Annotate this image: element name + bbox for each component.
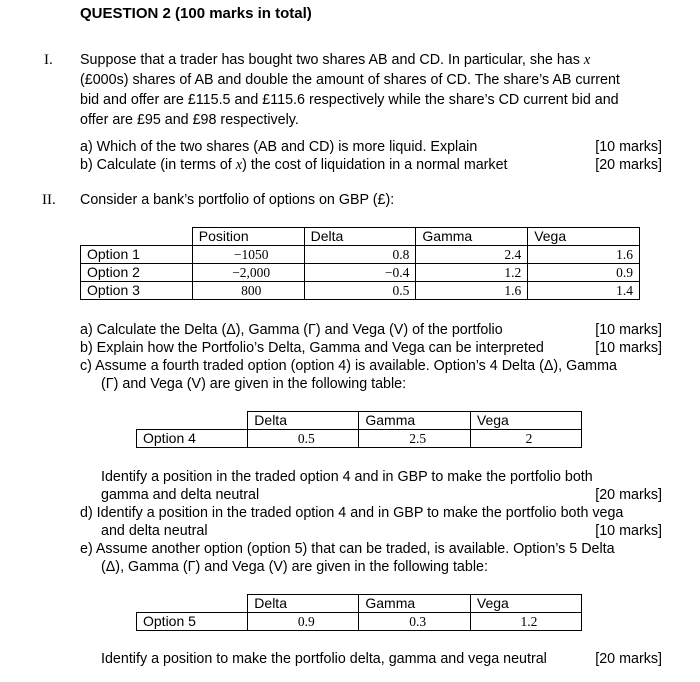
- cell-gamma: 2.5: [359, 430, 471, 448]
- cell-delta: 0.5: [248, 430, 359, 448]
- var-x: x: [583, 52, 591, 68]
- part-1-qb-text: [80, 156, 508, 174]
- table-header-row: [137, 595, 582, 613]
- var-x: x: [235, 157, 243, 173]
- part-1-qa-text: a) Which of the two shares (AB and CD) is more liquid. Explain: [80, 139, 478, 155]
- table-corner: [137, 412, 248, 430]
- header-position: Position: [192, 228, 304, 246]
- part-2-intro: Consider a bank’s portfolio of options on GBP (£):: [80, 192, 395, 208]
- part-1-qb-pre: b) Calculate (in terms of: [80, 157, 236, 173]
- cell-position: −1050: [192, 246, 304, 264]
- cell-gamma: 1.2: [416, 264, 528, 282]
- part-2-question-d-line-2: [101, 522, 662, 540]
- part-1-line-2: (£000s) shares of AB and double the amount of shares of CD. The share’s AB current: [80, 72, 620, 88]
- row-label: Option 2: [81, 264, 193, 282]
- table-row: [81, 264, 640, 282]
- cell-gamma: 1.6: [416, 282, 528, 300]
- part-1-paragraph: [80, 50, 660, 130]
- part-1-numeral: I.: [44, 52, 53, 68]
- part-2-question-c-line-4: [101, 486, 662, 504]
- cell-gamma: 2.4: [416, 246, 528, 264]
- part-2-question-e-line-2: (Δ), Gamma (Γ) and Vega (V) are given in the following table:: [101, 559, 488, 575]
- part-2-question-c-line-2: (Γ) and Vega (V) are given in the following table:: [101, 376, 407, 392]
- part-2-qb-text: b) Explain how the Portfolio’s Delta, Gamma and Vega can be interpreted: [80, 340, 544, 356]
- header-vega: Vega: [470, 412, 581, 430]
- part-2-question-d-line-1: d) Identify a position in the traded option 4 and in GBP to make the portfolio both vega: [80, 505, 624, 521]
- part-2-question-a: [80, 321, 662, 339]
- marks-label: [20 marks]: [595, 157, 662, 173]
- question-title: QUESTION 2 (100 marks in total): [80, 5, 312, 22]
- row-label: Option 5: [137, 613, 248, 631]
- header-gamma: Gamma: [416, 228, 528, 246]
- cell-delta: 0.5: [304, 282, 416, 300]
- part-1-line-4: offer are £95 and £98 respectively.: [80, 112, 299, 128]
- part-1-line-1: [80, 50, 660, 70]
- cell-vega: 0.9: [528, 264, 640, 282]
- part-1-qb-post: ) the cost of liquidation in a normal market: [242, 157, 508, 173]
- marks-label: [10 marks]: [595, 523, 662, 539]
- part-1-line-1-text: Suppose that a trader has bought two shares AB and CD. In particular, she has: [80, 52, 584, 68]
- part-1-question-b: [80, 156, 662, 174]
- cell-gamma: 0.3: [359, 613, 471, 631]
- cell-vega: 1.4: [528, 282, 640, 300]
- part-2-qc4-text: gamma and delta neutral: [101, 487, 260, 503]
- table-corner: [137, 595, 248, 613]
- cell-delta: −0.4: [304, 264, 416, 282]
- part-2-numeral: II.: [42, 192, 56, 208]
- table-header-row: [81, 228, 640, 246]
- marks-label: [20 marks]: [595, 651, 662, 667]
- part-2-question-c-line-1: c) Assume a fourth traded option (option 4) is available. Option’s 4 Delta (Δ), Gamma: [80, 358, 617, 374]
- table-header-row: [137, 412, 582, 430]
- cell-position: 800: [192, 282, 304, 300]
- cell-vega: 1.6: [528, 246, 640, 264]
- cell-delta: 0.9: [248, 613, 359, 631]
- header-delta: Delta: [304, 228, 416, 246]
- table-row: [81, 282, 640, 300]
- part-2-question-e-line-1: e) Assume another option (option 5) that can be traded, is available. Option’s 5 Delta: [80, 541, 615, 557]
- cell-delta: 0.8: [304, 246, 416, 264]
- part-2-question-c-line-3: Identify a position in the traded option 4 and in GBP to make the portfolio both: [101, 469, 593, 485]
- header-vega: Vega: [528, 228, 640, 246]
- part-2-final-question: [101, 650, 662, 668]
- part-2-qd2-text: and delta neutral: [101, 523, 208, 539]
- header-gamma: Gamma: [359, 595, 471, 613]
- row-label: Option 4: [137, 430, 248, 448]
- marks-label: [10 marks]: [595, 322, 662, 338]
- table-corner: [81, 228, 193, 246]
- option-4-table: [136, 411, 582, 448]
- header-vega: Vega: [470, 595, 581, 613]
- marks-label: [10 marks]: [595, 340, 662, 356]
- table-row: [81, 246, 640, 264]
- part-2-qa-text: a) Calculate the Delta (Δ), Gamma (Γ) and Vega (V) of the portfolio: [80, 322, 503, 338]
- row-label: Option 3: [81, 282, 193, 300]
- part-1-line-3: bid and offer are £115.5 and £115.6 respectively while the share’s CD current bid and: [80, 92, 619, 108]
- cell-vega: 2: [470, 430, 581, 448]
- header-gamma: Gamma: [359, 412, 471, 430]
- part-1-question-a: [80, 138, 662, 156]
- part-2-question-b: [80, 339, 662, 357]
- option-5-table: [136, 594, 582, 631]
- part-2-final-text: Identify a position to make the portfolio delta, gamma and vega neutral: [101, 651, 547, 667]
- table-row: [137, 613, 582, 631]
- table-row: [137, 430, 582, 448]
- marks-label: [10 marks]: [595, 139, 662, 155]
- header-delta: Delta: [248, 412, 359, 430]
- row-label: Option 1: [81, 246, 193, 264]
- header-delta: Delta: [248, 595, 359, 613]
- cell-vega: 1.2: [470, 613, 581, 631]
- marks-label: [20 marks]: [595, 487, 662, 503]
- cell-position: −2,000: [192, 264, 304, 282]
- portfolio-table: [80, 227, 640, 300]
